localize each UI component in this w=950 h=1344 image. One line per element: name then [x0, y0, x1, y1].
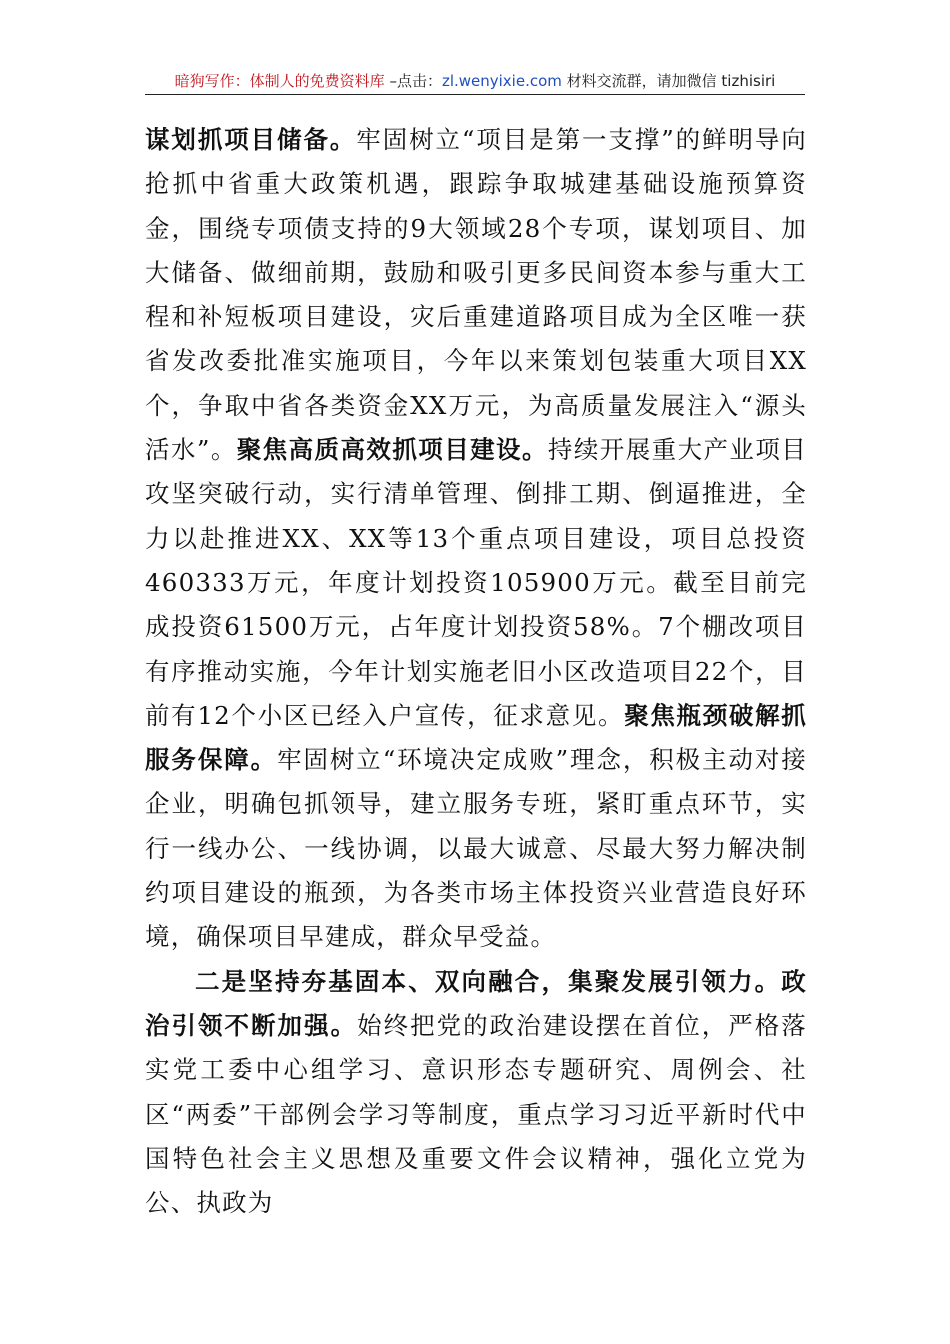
heading-party-building: 二是坚持夯基固本、双向融合，集聚发展引领力。政治引领不断加强。 — [145, 966, 807, 1040]
heading-project-reserve: 谋划抓项目储备。 — [145, 125, 357, 154]
paragraph-party-building — [145, 960, 807, 1226]
text-project-construction: 持续开展重大产业项目攻坚突破行动，实行清单管理、倒排工期、倒逼推进，全力以赴推进XX、XX等13个重点项目建设，项目总投资460333万元，年度计划投资105900万元。截至目前完成投资61500万元，占年度计划投资58%。7个棚改项目有序推动实施，今年计划实施老旧小区改造项目22个，目前有12个小区已经入户宣传，征求意见。 — [145, 435, 807, 730]
heading-service-guarantee: 聚焦瓶颈破解抓服务保障。 — [145, 700, 807, 775]
heading-project-construction: 聚焦高质高效抓项目建设。 — [236, 435, 548, 465]
document-body — [145, 118, 807, 1225]
header-url-link[interactable]: zl.wenyixie.com — [441, 72, 562, 90]
text-party-building: 始终把党的政治建设摆在首位，严格落实党工委中心组学习、意识形态专题研究、周例会、社区“两委”干部例会学习等制度，重点学习习近平新时代中国特色社会主义思想及重要文件会议精神，强化立党为公、执政为 — [145, 1010, 807, 1218]
header-site-name: 暗狗写作：体制人的免费资料库 — [174, 72, 385, 90]
page-header — [145, 68, 805, 95]
text-service-guarantee: 牢固树立“环境决定成败”理念，积极主动对接企业，明确包抓领导，建立服务专班，紧盯重点环节，实行一线办公、一线协调，以最大诚意、尽最大努力解决制约项目建设的瓶颈，为各类市场主体投资兴业营造良好环境，确保项目早建成，群众早受益。 — [145, 745, 808, 952]
text-project-reserve: 牢固树立“项目是第一支撑”的鲜明导向抢抓中省重大政策机遇，跟踪争取城建基础设施预算资金，围绕专项债支持的9大领域28个专项，谋划项目、加大储备、做细前期，鼓励和吸引更多民间资本参与重大工程和补短板项目建设，灾后重建道路项目成为全区唯一获省发改委批准实施项目，今年以来策划包装重大项目XX个，争取中省各类资金XX万元，为高质量发展注入“源头活水”。 — [145, 125, 807, 465]
header-click-label: –点击： — [384, 72, 442, 90]
paragraph-projects — [145, 118, 807, 960]
header-contact-text: 材料交流群，请加微信 tizhisiri — [561, 72, 776, 90]
